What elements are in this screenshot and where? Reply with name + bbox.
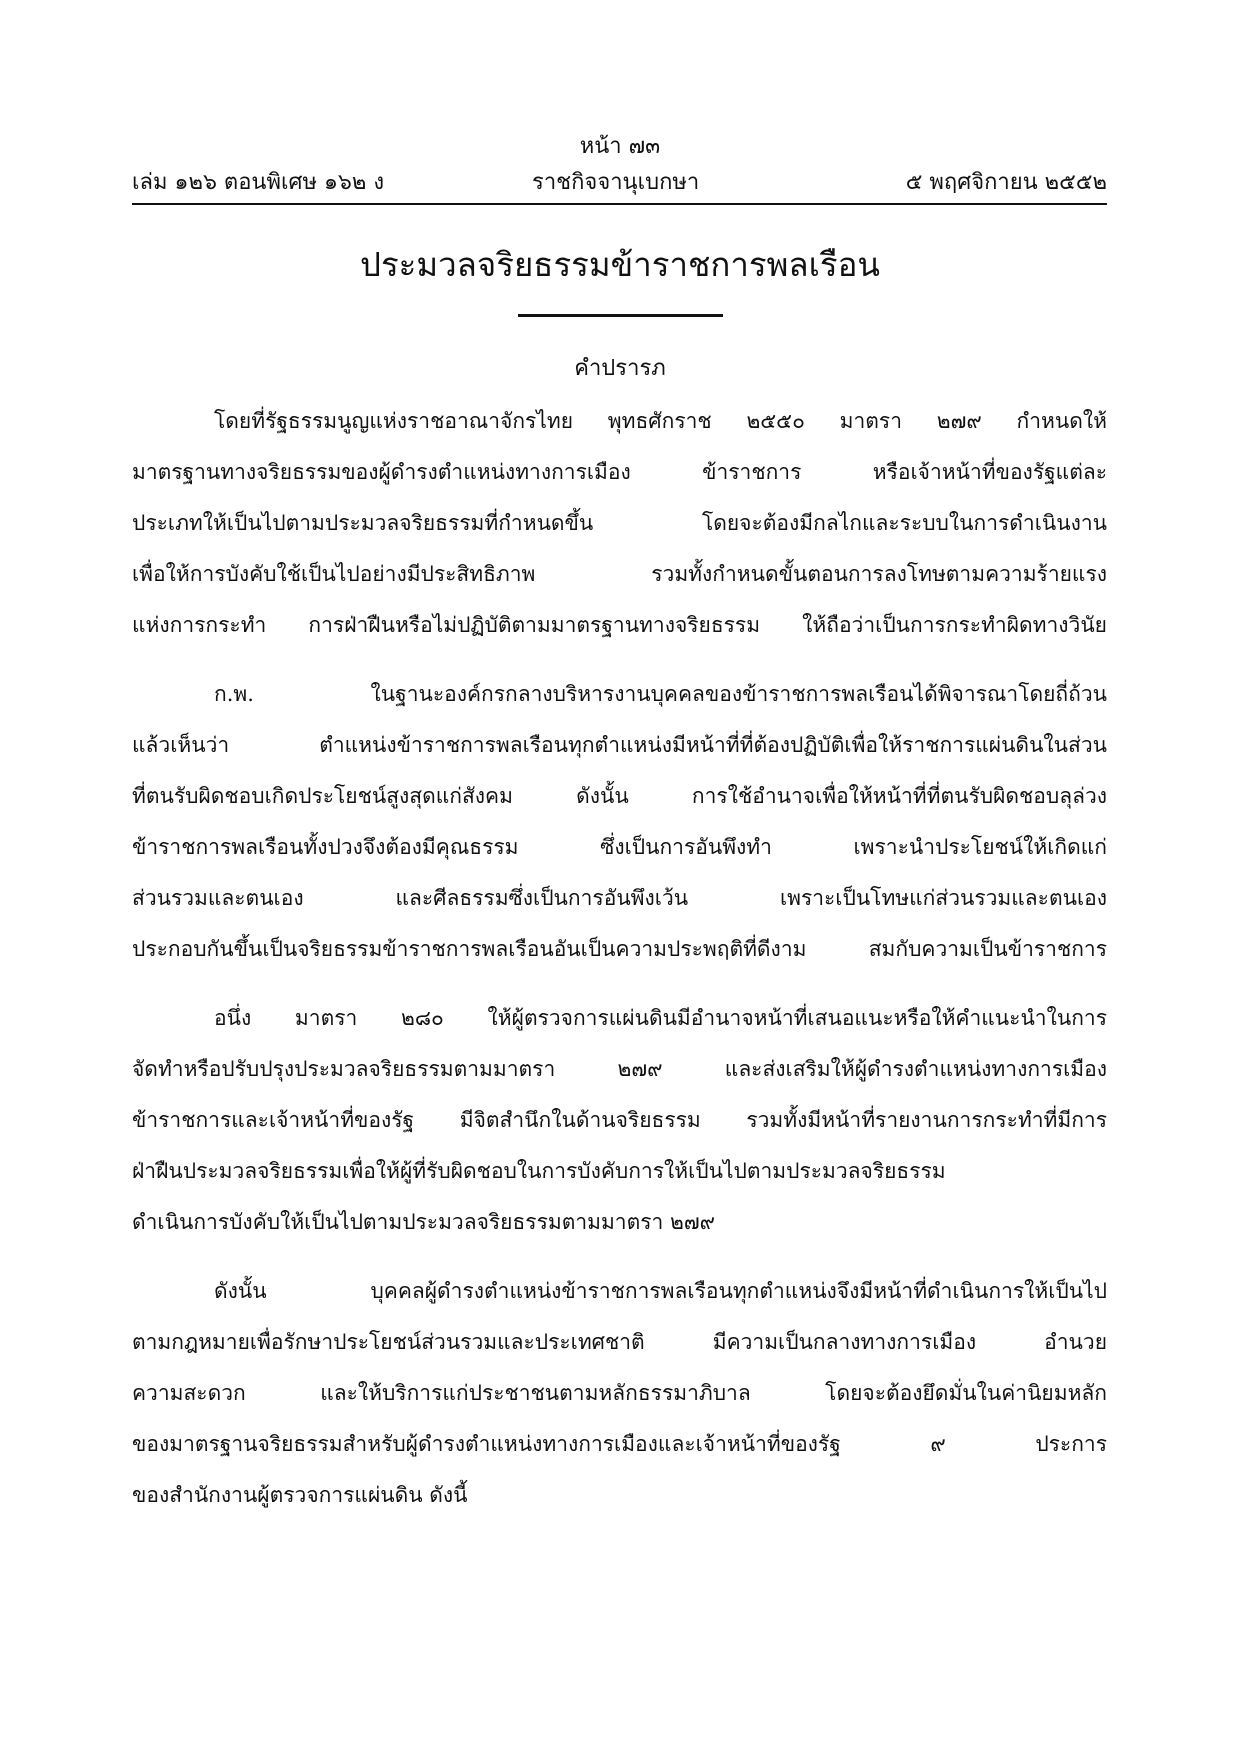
body-line: ส่วนรวมและตนเอง และศีลธรรมซึ่งเป็นการอันพึงเว้น เพราะเป็นโทษแก่ส่วนรวมและตนเอง — [132, 886, 1107, 910]
body-line: จัดทำหรือปรับปรุงประมวลจริยธรรมตามมาตรา ๒๗๙ และส่งเสริมให้ผู้ดำรงตำแหน่งทางการเมือง — [132, 1057, 1107, 1081]
body-line: ประกอบกันขึ้นเป็นจริยธรรมข้าราชการพลเรือนอันเป็นความประพฤติที่ดีงาม สมกับความเป็นข้าราชการ — [132, 937, 1107, 961]
body-line: ของมาตรฐานจริยธรรมสำหรับผู้ดำรงตำแหน่งทางการเมืองและเจ้าหน้าที่ของรัฐ ๙ ประการ — [132, 1432, 1107, 1456]
body-line: ก.พ. ในฐานะองค์กรกลางบริหารงานบุคคลของข้าราชการพลเรือนได้พิจารณาโดยถี่ถ้วน — [214, 682, 1107, 706]
body-line: ความสะดวก และให้บริการแก่ประชาชนตามหลักธรรมาภิบาล โดยจะต้องยึดมั่นในค่านิยมหลัก — [132, 1381, 1107, 1405]
title-underline — [518, 314, 723, 317]
body-line: แห่งการกระทำ การฝ่าฝืนหรือไม่ปฏิบัติตามมาตรฐานทางจริยธรรม ให้ถือว่าเป็นการกระทำผิดทางวินัย — [132, 613, 1107, 637]
body-line: ดำเนินการบังคับให้เป็นไปตามประมวลจริยธรรมตามมาตรา ๒๗๙ — [132, 1210, 715, 1234]
body-line: ตามกฎหมายเพื่อรักษาประโยชน์ส่วนรวมและประเทศชาติ มีความเป็นกลางทางการเมือง อำนวย — [132, 1330, 1107, 1354]
preamble-heading: คำปรารภ — [574, 356, 666, 381]
body-line: ของสำนักงานผู้ตรวจการแผ่นดิน ดังนี้ — [132, 1483, 468, 1507]
header-divider — [132, 203, 1107, 205]
gazette-header — [132, 164, 1107, 198]
body-line: ที่ตนรับผิดชอบเกิดประโยชน์สูงสุดแก่สังคม ดังนั้น การใช้อำนาจเพื่อให้หน้าที่ที่ตนรับผิดชอบลุล่วง — [132, 784, 1107, 808]
page-number: หน้า ๗๓ — [579, 134, 661, 159]
document-title: ประมวลจริยธรรมข้าราชการพลเรือน — [360, 245, 880, 284]
volume-issue: เล่ม ๑๒๖ ตอนพิเศษ ๑๖๒ ง — [132, 170, 385, 195]
body-line: แล้วเห็นว่า ตำแหน่งข้าราชการพลเรือนทุกตำแหน่งมีหน้าที่ที่ต้องปฏิบัติเพื่อให้ราชการแผ่นดินในส่วน — [132, 733, 1107, 757]
body-line: มาตรฐานทางจริยธรรมของผู้ดำรงตำแหน่งทางการเมือง ข้าราชการ หรือเจ้าหน้าที่ของรัฐแต่ละ — [132, 460, 1107, 484]
body-line: อนึ่ง มาตรา ๒๘๐ ให้ผู้ตรวจการแผ่นดินมีอำนาจหน้าที่เสนอแนะหรือให้คำแนะนำในการ — [214, 1006, 1107, 1030]
body-line: ข้าราชการพลเรือนทั้งปวงจึงต้องมีคุณธรรม ซึ่งเป็นการอันพึงทำ เพราะนำประโยชน์ให้เกิดแก่ — [132, 835, 1107, 859]
gazette-name: ราชกิจจานุเบกษา — [532, 170, 700, 195]
body-line: ฝ่าฝืนประมวลจริยธรรมเพื่อให้ผู้ที่รับผิดชอบในการบังคับการให้เป็นไปตามประมวลจริยธรรม — [132, 1159, 946, 1183]
body-line: โดยที่รัฐธรรมนูญแห่งราชอาณาจักรไทย พุทธศักราช ๒๕๕๐ มาตรา ๒๗๙ กำหนดให้ — [214, 409, 1107, 433]
body-line: ข้าราชการและเจ้าหน้าที่ของรัฐ มีจิตสำนึกในด้านจริยธรรม รวมทั้งมีหน้าที่รายงานการกระทำที่มีการ — [132, 1108, 1107, 1132]
body-line: เพื่อให้การบังคับใช้เป็นไปอย่างมีประสิทธิภาพ รวมทั้งกำหนดขั้นตอนการลงโทษตามความร้ายแรง — [132, 562, 1107, 586]
publication-date: ๕ พฤศจิกายน ๒๕๕๒ — [905, 170, 1107, 195]
body-line: ประเภทให้เป็นไปตามประมวลจริยธรรมที่กำหนดขึ้น โดยจะต้องมีกลไกและระบบในการดำเนินงาน — [132, 511, 1107, 535]
body-line: ดังนั้น บุคคลผู้ดำรงตำแหน่งข้าราชการพลเรือนทุกตำแหน่งจึงมีหน้าที่ดำเนินการให้เป็นไป — [214, 1279, 1107, 1303]
